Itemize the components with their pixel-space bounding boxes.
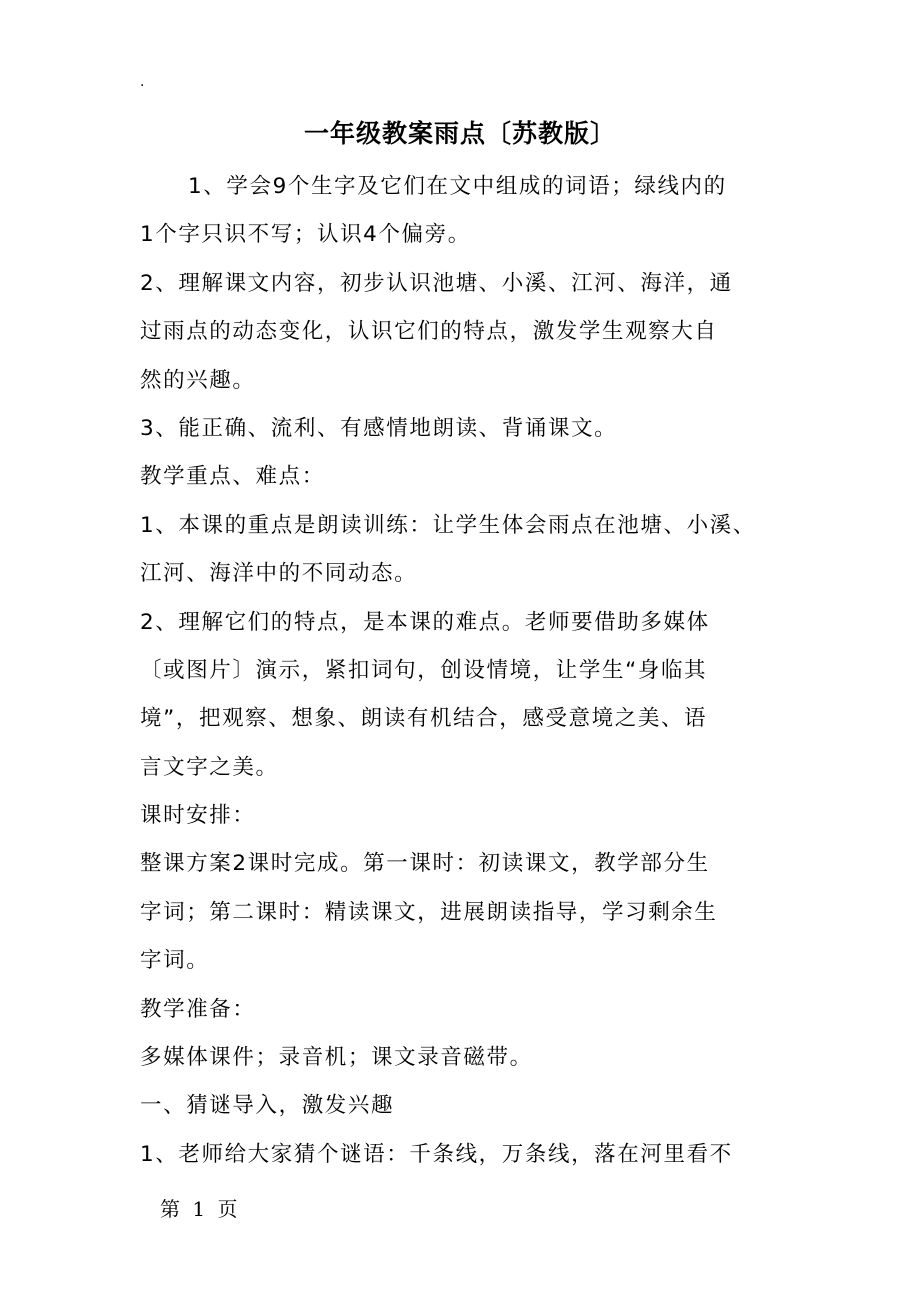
paragraph-line: 2、理解它们的特点，是本课的难点。老师要借助多媒体 [140,609,710,635]
paragraph-line: 整课方案2课时完成。第一课时：初读课文，教学部分生 [140,851,710,877]
paragraph-line: 1、老师给大家猜个谜语：千条线，万条线，落在河里看不 [140,1141,733,1167]
section-heading: 课时安排： [140,803,256,829]
paragraph-line: 江河、海洋中的不同动态。 [140,561,418,587]
paragraph-line: 言文字之美。 [140,754,279,780]
paragraph-line: 过雨点的动态变化，认识它们的特点，激发学生观察大自 [140,319,718,345]
document-body [140,163,800,1179]
paragraph-line: 1、学会9个生字及它们在文中组成的词语；绿线内的 [188,174,727,199]
section-heading: 一、猜谜导入，激发兴趣 [140,1093,395,1119]
section-heading: 教学准备： [140,996,256,1022]
paragraph-line: 2、理解课文内容，初步认识池塘、小溪、江河、海洋，通 [140,270,733,296]
paragraph-line: 境”，把观察、想象、朗读有机结合，感受意境之美、语 [140,706,708,732]
paragraph-line: 1、本课的重点是朗读训练：让学生体会雨点在池塘、小溪、 [140,512,756,538]
paragraph-line: 字词；第二课时：精读课文，进展朗读指导，学习剩余生 [140,899,718,925]
paragraph-line: 〔或图片〕演示，紧扣词句，创设情境，让学生“身临其 [140,657,708,683]
page-number: 第 1 页 [160,1197,241,1221]
document-title: 一年级教案雨点〔苏教版〕 [303,119,616,148]
section-heading: 教学重点、难点： [140,464,325,490]
paragraph-line: 3、能正确、流利、有感情地朗读、背诵课文。 [140,415,618,441]
paragraph-line: 多媒体课件；录音机；课文录音磁带。 [140,1045,533,1071]
corner-mark: . [140,74,145,90]
paragraph-line: 然的兴趣。 [140,367,256,393]
paragraph-line: 字词。 [140,948,210,974]
paragraph-line: 1个字只识不写；认识4个偏旁。 [140,222,471,248]
